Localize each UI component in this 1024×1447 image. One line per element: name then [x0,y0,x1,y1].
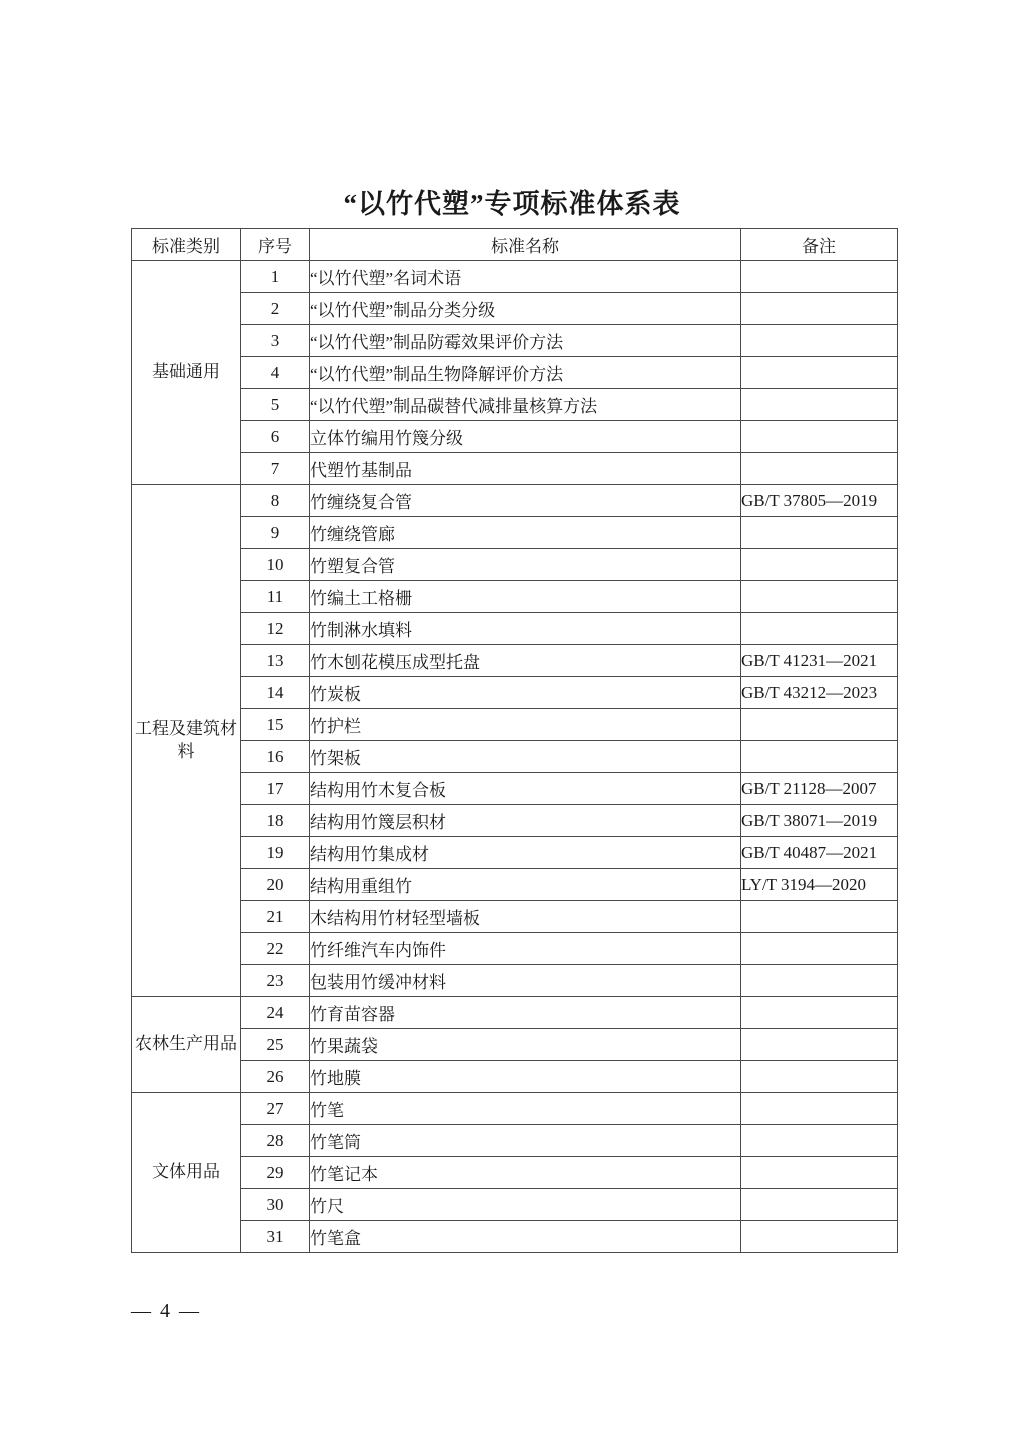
row-note [741,357,898,389]
table-row [132,1189,898,1221]
table-row [132,613,898,645]
row-note [741,1125,898,1157]
row-name: 立体竹编用竹篾分级 [310,421,741,453]
row-number: 23 [241,965,310,997]
row-number: 18 [241,805,310,837]
row-note [741,421,898,453]
row-name: 竹笔筒 [310,1125,741,1157]
row-number: 6 [241,421,310,453]
page-title: “以竹代塑”专项标准体系表 [343,189,681,219]
page-number: — 4 — [131,1300,201,1322]
table-row [132,1029,898,1061]
table-row [132,581,898,613]
category-cell: 工程及建筑材料 [132,485,241,997]
row-number: 26 [241,1061,310,1093]
table-row [132,325,898,357]
row-name: 竹笔 [310,1093,741,1125]
row-note [741,293,898,325]
row-name: 结构用重组竹 [310,869,741,901]
table-row [132,549,898,581]
row-note [741,261,898,293]
row-number: 28 [241,1125,310,1157]
row-name: 竹木刨花模压成型托盘 [310,645,741,677]
row-name: 竹纤维汽车内饰件 [310,933,741,965]
row-name: 竹缠绕管廊 [310,517,741,549]
row-name: 代塑竹基制品 [310,453,741,485]
table-row [132,453,898,485]
row-name: 竹育苗容器 [310,997,741,1029]
table-row [132,837,898,869]
row-name: “以竹代塑”制品分类分级 [310,293,741,325]
row-name: 竹架板 [310,741,741,773]
row-name: 竹护栏 [310,709,741,741]
row-number: 3 [241,325,310,357]
row-number: 2 [241,293,310,325]
table-row [132,805,898,837]
table-row [132,1221,898,1253]
table-row [132,869,898,901]
table-row [132,965,898,997]
row-note [741,997,898,1029]
row-number: 30 [241,1189,310,1221]
table-row [132,677,898,709]
row-name: 竹果蔬袋 [310,1029,741,1061]
category-cell: 农林生产用品 [132,997,241,1093]
row-note [741,1189,898,1221]
header-category: 标准类别 [132,229,241,261]
table-row [132,293,898,325]
row-number: 27 [241,1093,310,1125]
row-number: 16 [241,741,310,773]
table-row [132,389,898,421]
table-row [132,709,898,741]
row-note: GB/T 38071—2019 [741,805,898,837]
table-row [132,485,898,517]
row-name: 竹制淋水填料 [310,613,741,645]
row-note [741,549,898,581]
row-number: 31 [241,1221,310,1253]
row-note [741,389,898,421]
table-row [132,741,898,773]
row-note [741,1061,898,1093]
row-name: “以竹代塑”制品防霉效果评价方法 [310,325,741,357]
row-note [741,741,898,773]
row-name: “以竹代塑”制品生物降解评价方法 [310,357,741,389]
row-note: GB/T 37805—2019 [741,485,898,517]
header-number: 序号 [241,229,310,261]
row-note [741,965,898,997]
row-name: 竹笔记本 [310,1157,741,1189]
row-number: 17 [241,773,310,805]
standards-table [131,228,898,1253]
row-name: 竹地膜 [310,1061,741,1093]
row-number: 9 [241,517,310,549]
row-name: 木结构用竹材轻型墙板 [310,901,741,933]
row-number: 24 [241,997,310,1029]
row-note [741,1157,898,1189]
row-number: 15 [241,709,310,741]
table-row [132,357,898,389]
row-number: 25 [241,1029,310,1061]
row-name: 结构用竹篾层积材 [310,805,741,837]
row-name: 竹塑复合管 [310,549,741,581]
row-name: 竹缠绕复合管 [310,485,741,517]
row-name: 竹尺 [310,1189,741,1221]
row-number: 13 [241,645,310,677]
row-note [741,901,898,933]
row-number: 14 [241,677,310,709]
row-number: 20 [241,869,310,901]
table-row [132,1061,898,1093]
row-note: GB/T 40487—2021 [741,837,898,869]
row-name: “以竹代塑”制品碳替代减排量核算方法 [310,389,741,421]
row-number: 11 [241,581,310,613]
row-number: 19 [241,837,310,869]
row-note: GB/T 21128—2007 [741,773,898,805]
row-note [741,933,898,965]
row-number: 5 [241,389,310,421]
row-note: GB/T 41231—2021 [741,645,898,677]
row-number: 22 [241,933,310,965]
header-note: 备注 [741,229,898,261]
row-number: 29 [241,1157,310,1189]
table-row [132,261,898,293]
table-row [132,421,898,453]
row-number: 10 [241,549,310,581]
table-row [132,997,898,1029]
row-note [741,1029,898,1061]
table-row [132,517,898,549]
row-number: 7 [241,453,310,485]
table-header-row [132,229,898,261]
row-note [741,613,898,645]
table-row [132,901,898,933]
row-name: 竹笔盒 [310,1221,741,1253]
row-number: 12 [241,613,310,645]
row-note [741,1221,898,1253]
row-note [741,709,898,741]
table-row [132,1125,898,1157]
row-number: 1 [241,261,310,293]
row-number: 21 [241,901,310,933]
table-header [132,229,898,261]
row-name: 竹编土工格栅 [310,581,741,613]
row-number: 8 [241,485,310,517]
row-note [741,517,898,549]
table-row [132,933,898,965]
category-cell: 基础通用 [132,261,241,485]
row-note [741,325,898,357]
row-name: 结构用竹集成材 [310,837,741,869]
row-note: LY/T 3194—2020 [741,869,898,901]
category-cell: 文体用品 [132,1093,241,1253]
row-name: 结构用竹木复合板 [310,773,741,805]
row-name: 竹炭板 [310,677,741,709]
table-row [132,1093,898,1125]
table-row [132,773,898,805]
row-note [741,453,898,485]
table-row [132,1157,898,1189]
row-note [741,581,898,613]
header-name: 标准名称 [310,229,741,261]
row-name: 包装用竹缓冲材料 [310,965,741,997]
row-note: GB/T 43212—2023 [741,677,898,709]
table-body [132,261,898,1253]
row-name: “以竹代塑”名词术语 [310,261,741,293]
table-row [132,645,898,677]
row-note [741,1093,898,1125]
row-number: 4 [241,357,310,389]
